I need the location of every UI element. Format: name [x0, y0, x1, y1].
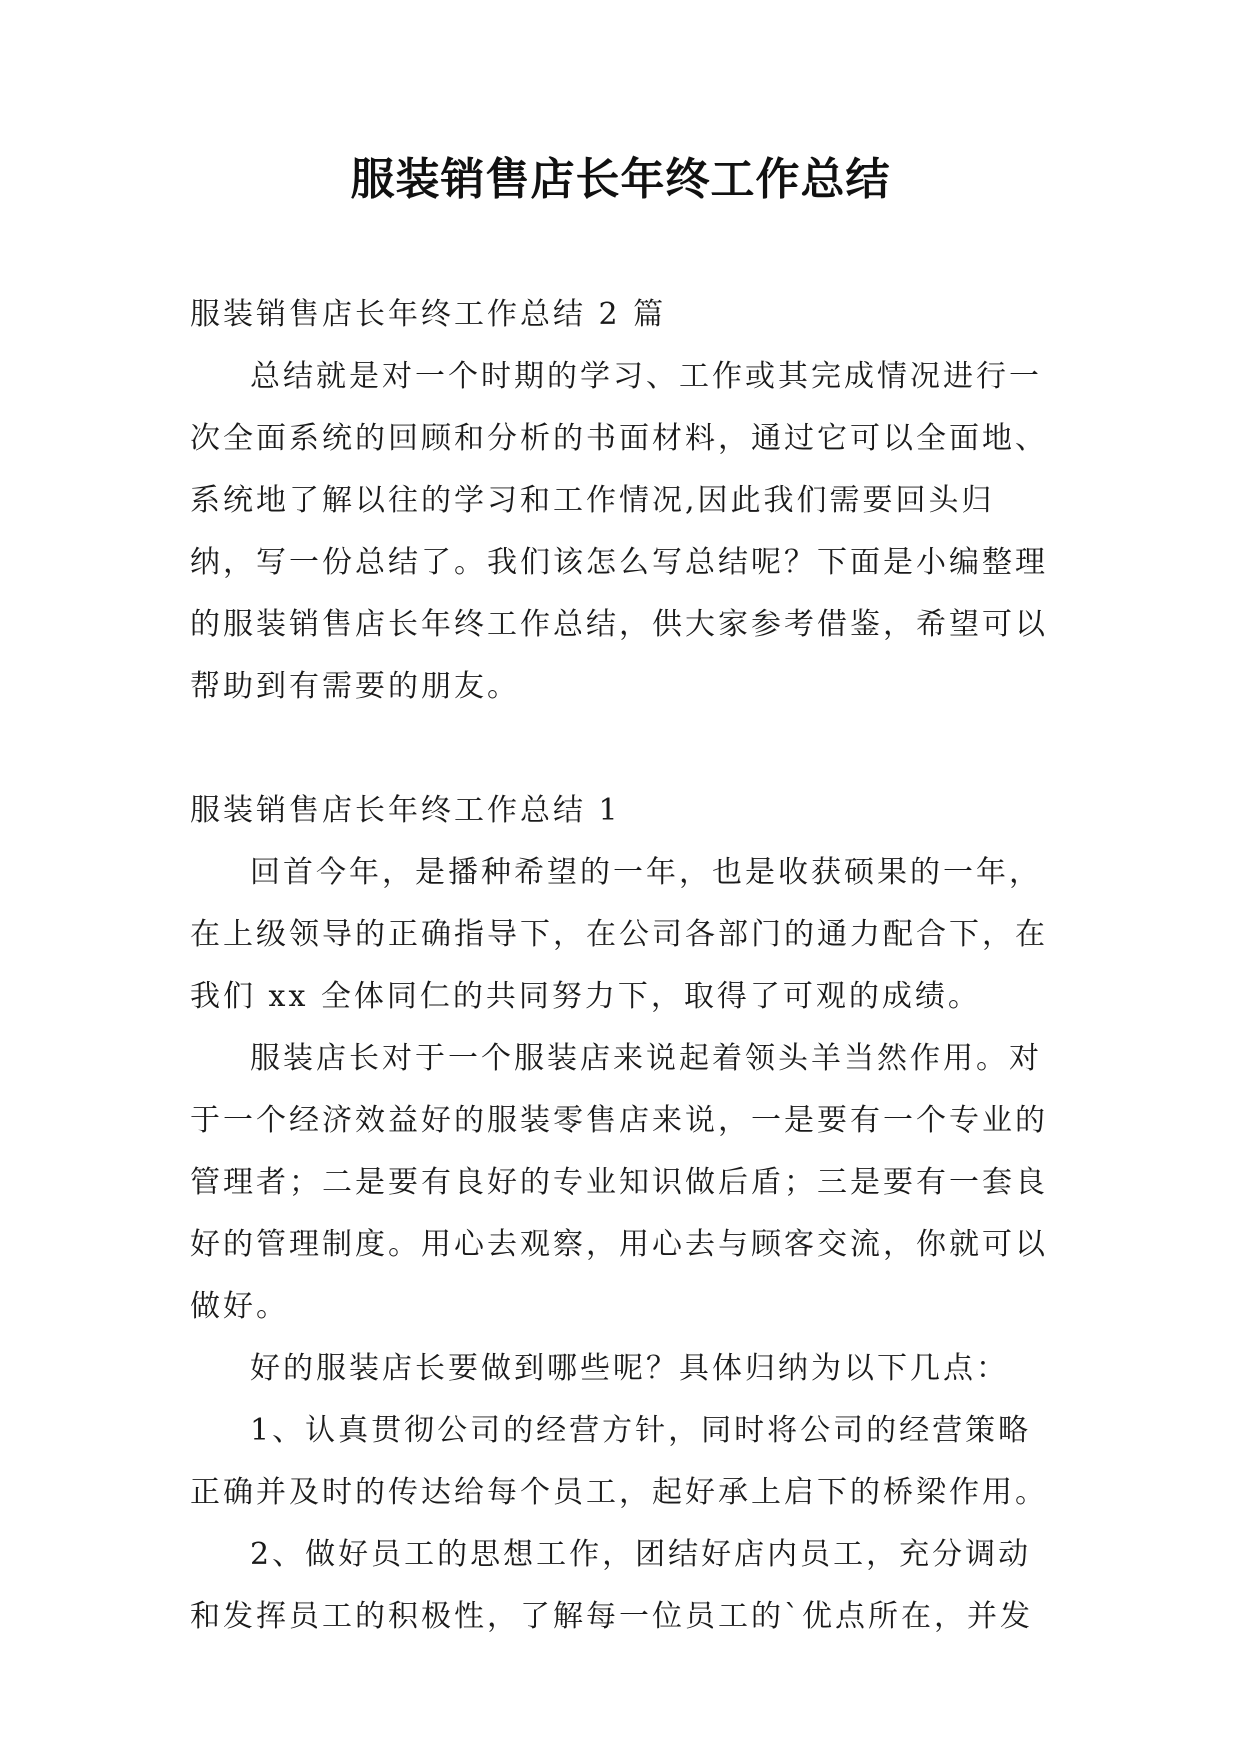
intro-heading: 服装销售店长年终工作总结 2 篇 [190, 297, 667, 332]
document-body [190, 284, 1050, 1648]
body-paragraph-3: 好的服装店长要做到哪些呢？具体归纳为以下几点： [250, 1351, 1009, 1386]
intro-paragraph: 总结就是对一个时期的学习、工作或其完成情况进行一次全面系统的回顾和分析的书面材料，通过它可以全面地、系统地了解以往的学习和工作情况,因此我们需要回头归纳，写一份总结了。我们该怎么写总结呢？下面是小编整理的服装销售店长年终工作总结，供大家参考借鉴，希望可以帮助到有需要的朋友。 [190, 359, 1048, 704]
section-1-heading: 服装销售店长年终工作总结 1 [190, 793, 621, 828]
document-title: 服装销售店长年终工作总结 [350, 154, 891, 205]
body-paragraph-1: 回首今年，是播种希望的一年，也是收获硕果的一年，在上级领导的正确指导下，在公司各部门的通力配合下，在我们 xx 全体同仁的共同努力下，取得了可观的成绩。 [190, 855, 1048, 1014]
section-spacer [190, 718, 1050, 780]
body-paragraph-2: 服装店长对于一个服装店来说起着领头羊当然作用。对于一个经济效益好的服装零售店来说，一是要有一个专业的管理者；二是要有良好的专业知识做后盾；三是要有一套良好的管理制度。用心去观察，用心去与顾客交流，你就可以做好。 [190, 1041, 1048, 1324]
list-item-2: 2、做好员工的思想工作，团结好店内员工，充分调动和发挥员工的积极性，了解每一位员工的`优点所在，并发 [190, 1537, 1033, 1634]
list-item-1: 1、认真贯彻公司的经营方针，同时将公司的经营策略正确并及时的传达给每个员工，起好承上启下的桥梁作用。 [190, 1413, 1048, 1510]
